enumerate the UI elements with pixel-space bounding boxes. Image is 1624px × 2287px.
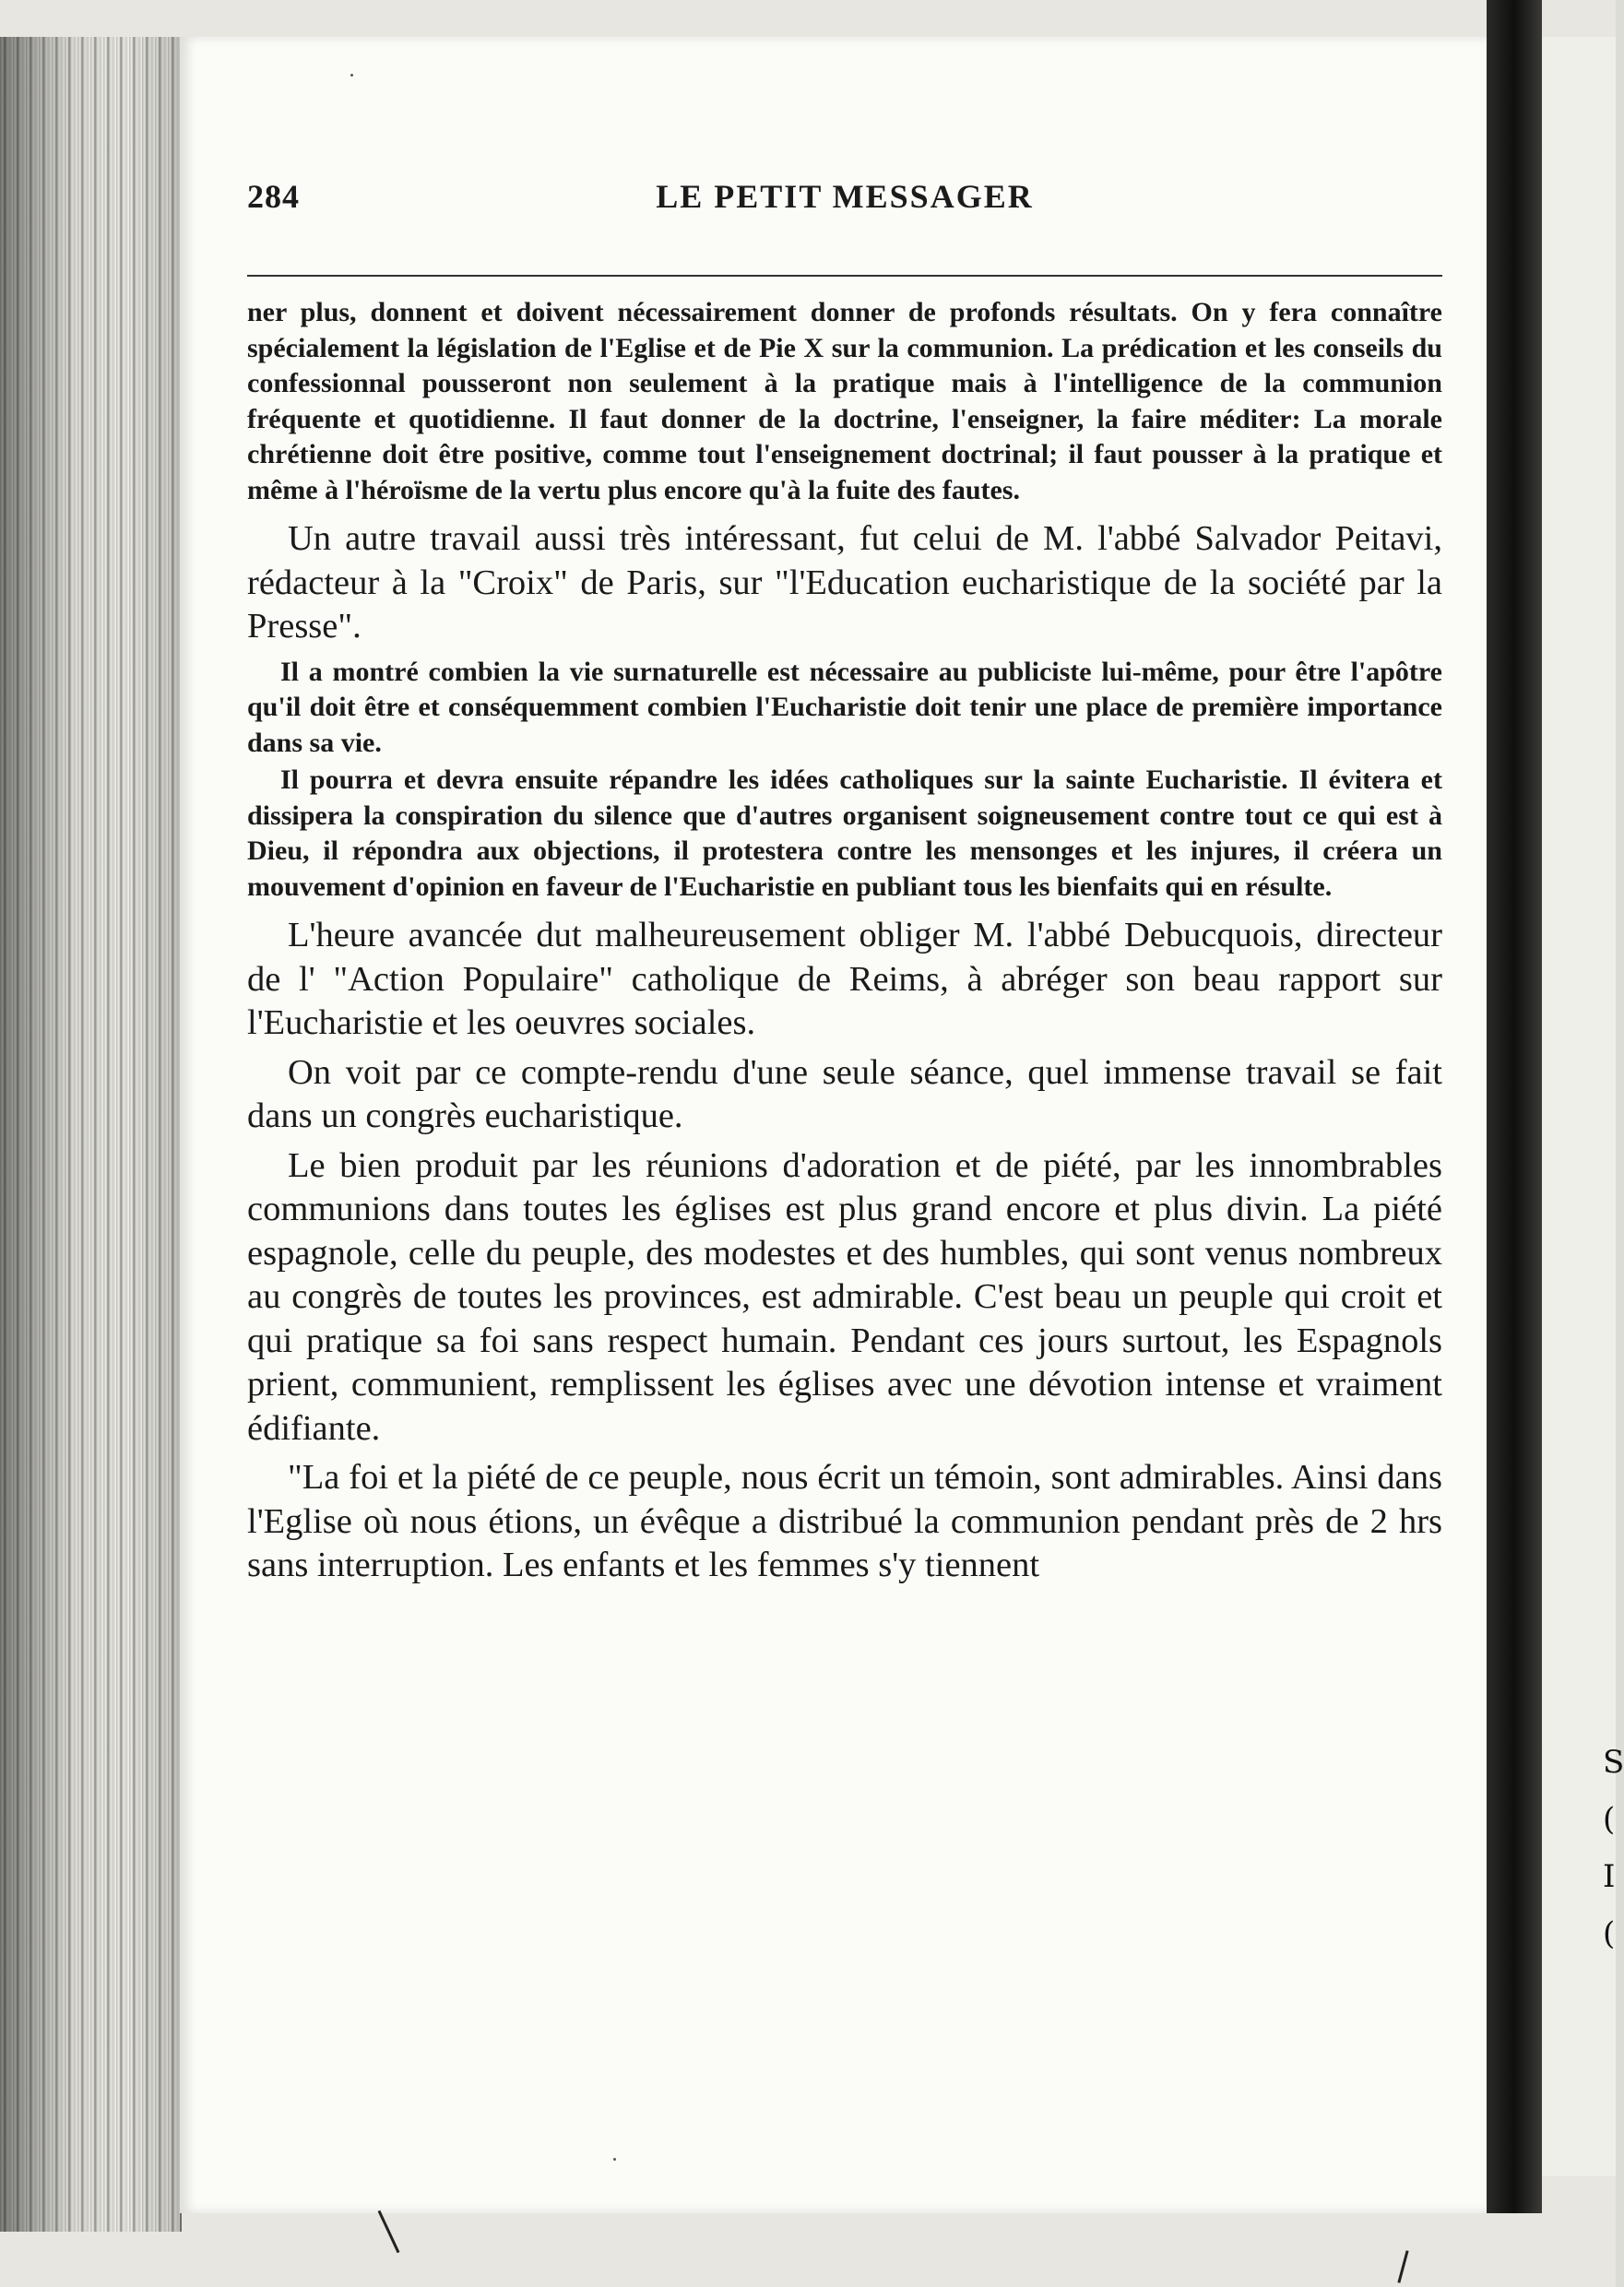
scan-speck bbox=[350, 74, 353, 77]
paragraph-small-1: ner plus, donnent et doivent nécessairement donner de profonds résultats. On y fera connaître spécialement la législation de l'Eglise et de Pie X sur la communion. La prédication et les conseils du confessionnal pousseront non seulement à la pratique mais à l'intelligence de la communion fréquente et quotidienne. Il faut donner de la doctrine, l'enseigner, la faire méditer: La morale chrétienne doit être positive, comme tout l'enseignement doctrinal; il faut pousser à la pratique et même à l'héroïsme de la vertu plus encore qu'à la fuite des fautes. bbox=[247, 297, 1442, 505]
scan-artifact-mark bbox=[1397, 2250, 1408, 2283]
running-title: LE PETIT MESSAGER bbox=[656, 178, 1034, 215]
paragraph-small-3: Il pourra et devra ensuite répandre les idées catholiques sur la sainte Eucharistie. Il évitera et dissipera la conspiration du silence que d'autres organisent soigneusement contre tout ce qui est à Dieu, il répondra aux objections, il protestera contre les mensonges et les injures, il créera un mouvement d'opinion en faveur de l'Eucharistie en publiant tous les bienfaits qui en résulte. bbox=[247, 764, 1442, 902]
book-gutter bbox=[1487, 0, 1542, 2213]
paragraph-large-4: Le bien produit par les réunions d'adoration et de piété, par les innombrables communions dans toutes les églises est plus grand encore et plus divin. La piété espagnole, celle du peuple, des modestes et des humbles, qui sont venus nombreux au congrès de toutes les provinces, est admirable. C'est beau un peuple qui croit et qui pratique sa foi sans respect humain. Pendant ces jours surtout, les Espagnols prient, communient, remplissent les églises avec une dévotion intense et vraiment édifiante. bbox=[247, 1145, 1442, 1448]
scan-speck bbox=[613, 2158, 616, 2161]
header-rule bbox=[247, 275, 1442, 277]
paragraph-large-5: "La foi et la piété de ce peuple, nous écrit un témoin, sont admirables. Ainsi dans l'Eglise où nous étions, un évêque a distribué la communion pendant près de 2 hrs sans interruption. Les enfants et les femmes s'y tiennent bbox=[247, 1458, 1442, 1584]
paragraph-large-3: On voit par ce compte-rendu d'une seule séance, quel immense travail se fait dans un congrès eucharistique. bbox=[247, 1052, 1442, 1135]
page-number: 284 bbox=[247, 178, 300, 215]
page-edges-shadow bbox=[0, 37, 180, 2232]
paragraph-small-2: Il a montré combien la vie surnaturelle est nécessaire au publiciste lui-même, pour être l'apôtre qu'il doit être et conséquemment combien l'Eucharistie doit tenir une place de première importance dans sa vie. bbox=[247, 656, 1442, 758]
running-header bbox=[247, 177, 1442, 242]
paragraph-large-1: Un autre travail aussi très intéressant, fut celui de M. l'abbé Salvador Peitavi, rédacteur à la "Croix" de Paris, sur "l'Education eucharistique de la société par la Presse". bbox=[247, 519, 1442, 646]
facing-page-text-fragment: S ( I ( bbox=[1603, 1744, 1624, 1952]
scan-artifact-mark bbox=[378, 2210, 400, 2254]
page-body bbox=[247, 295, 1442, 1588]
paragraph-large-2: L'heure avancée dut malheureusement obliger M. l'abbé Debucquois, directeur de l' "Action Populaire" catholique de Reims, à abréger son beau rapport sur l'Eucharistie et les oeuvres sociales. bbox=[247, 916, 1442, 1042]
